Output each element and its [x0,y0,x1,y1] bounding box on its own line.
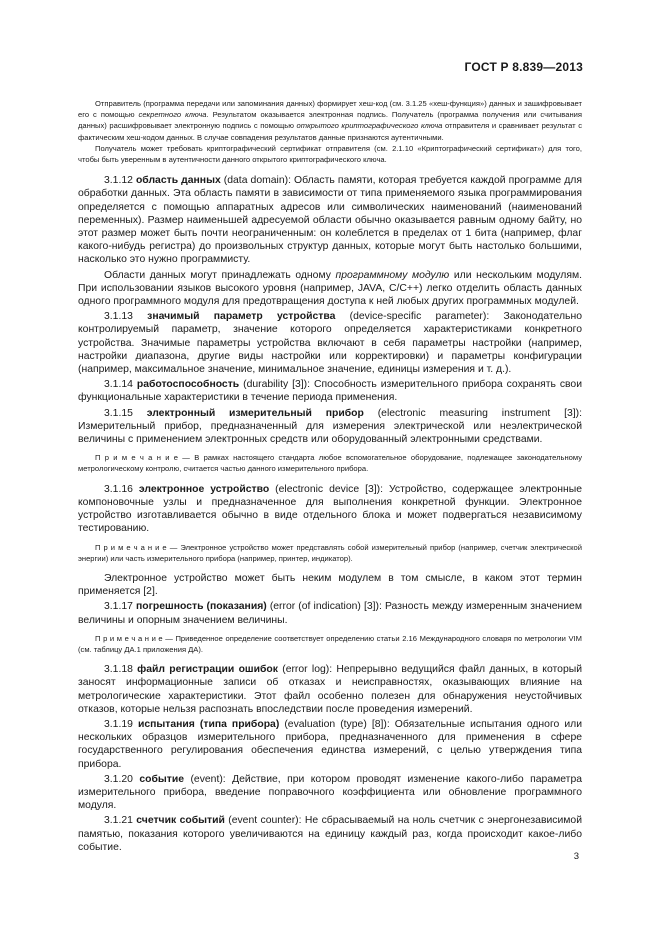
note-text: — Электронное устройство может представлять собой измерительный прибор (например, счетчик электрической энергии) или часть измерительного прибора (например, принтер, индикатор). [78,542,582,563]
entry-term: файл регистрации ошибок [137,664,278,676]
entry-term: значимый параметр устройства [147,311,336,323]
page-number: 3 [573,851,579,862]
entry-term: область данных [135,175,221,187]
entry-3-1-12 [78,174,582,266]
note-text: — В рамках настоящего стандарта любое вспомогательное оборудование, подлежащее законодательному метрологическому контролю, считается частью данного измерительного прибора. [78,453,583,474]
document-code: ГОСТ Р 8.839—2013 [464,60,583,74]
entry-definition: (device-specific parameter): Законодательно контролируемый параметр, значение которого определяется характеристиками конкретного устройства. Значимые параметры устройства включают в себя параметры настройки (например, настройки диапазона, другие виды настройки или корректировки) и параметры конфигурации (например, максимальное значение, минимальное значение, единицы измерения и т. д.). [78,311,582,376]
entry-3-1-20 [78,773,582,813]
note-label: П р и м е ч а н и е [95,633,163,643]
text-run: . Результатом оказывается электронная подпись. Получатель (программа получения или считывания данных) расшифровывает электронную подпись с помощью [78,110,582,131]
entry-term: счетчик событий [136,815,225,827]
entry-3-1-19 [78,718,582,771]
entry-3-1-14 [78,378,582,404]
entry-3-1-18 [78,663,582,716]
entry-number: 3.1.19 [104,718,138,730]
entry-definition: (error (of indication) [3]): Разность между измеренным значением величины и опорным значением величины. [78,601,582,626]
entry-definition: (event): Действие, при котором проводят изменение какого-либо параметра измерительного прибора, введение поправочного коэффициента или обновление программного модуля. [78,773,582,812]
entry-term: погрешность (показания) [135,601,267,613]
entry-definition: (evaluation (type) [8]): Обязательные испытания одного или нескольких образцов измерительного прибора, предназначенного для применения в сфере государственного регулирования обеспечения единства измерений, с целью утверждения типа прибора. [78,718,582,770]
text-run: Отправитель (программа передачи или запоминания данных) формирует хеш-код (см. 3.1.25 «хеш-функция») данных и зашифровывает его с помощью [78,99,582,120]
entry-term: работоспособность [136,379,240,391]
italic-term: открытого криптографического ключа [296,121,443,131]
entry-number: 3.1.21 [104,815,137,827]
italic-term: секретного ключа [138,110,207,120]
entry-3-1-16 [78,483,582,536]
note-3-1-15 [78,452,582,474]
entry-definition: (durability [3]): Способность измерительного прибора сохранять свои функциональные характеристики в течение периода применения. [78,379,582,404]
note-3-1-16 [78,542,582,564]
entry-number: 3.1.18 [104,664,138,676]
entry-3-1-17 [78,600,582,626]
entry-term: электронное устройство [138,483,270,495]
intro-paragraph-signature [78,98,582,143]
text-run: Области данных могут принадлежать одному [104,269,336,281]
document-body [78,98,582,856]
entry-number: 3.1.20 [104,773,140,785]
entry-number: 3.1.16 [104,483,139,495]
entry-3-1-12-para2 [78,269,582,309]
text-run: отправителя и сравнивает результат с фактическим хеш-кодом данных. В случае совпадения результатов данные признаются аутентичными. [78,121,582,142]
note-text: — Приведенное определение соответствует определению статьи 2.16 Международного словаря по метрологии VIM (см. таблицу ДА.1 приложения ДА). [78,633,582,654]
entry-definition: (electronic device [3]): Устройство, содержащее электронные компоновочные узлы и предназначенное для выполнения конкретной функции. Электронное устройство изготавливается обычно в виде отдельного блока и может подвергаться независимому тестированию. [78,483,582,535]
entry-definition: (error log): Непрерывно ведущийся файл данных, в который заносят информационные записи об отказах и неисправностях, оказывающих влияние на метрологические характеристики. Этот файл особенно полезен для обнаружения неустойчивых отказов, которые нельзя распознать впоследствии после проведения измерений. [78,664,582,715]
note-label: П р и м е ч а н и е [95,542,167,552]
entry-number: 3.1.12 [104,175,136,187]
entry-number: 3.1.13 [104,311,148,323]
entry-number: 3.1.14 [104,379,137,391]
entry-3-1-13 [78,310,582,376]
entry-3-1-21 [78,814,582,854]
entry-definition: (event counter): Не сбрасываемый на ноль счетчик с энергонезависимой памятью, показания которого увеличиваются на единицу каждый раз, когда происходит какое-либо событие. [78,815,583,853]
entry-number: 3.1.17 [104,601,136,613]
entry-term: событие [139,773,185,785]
entry-term: испытания (типа прибора) [137,718,280,730]
entry-term: электронный измерительный прибор [146,407,364,419]
note-label: П р и м е ч а н и е [95,453,178,463]
entry-definition: (electronic measuring instrument [3]): Измерительный прибор, предназначенный для измерения электрической или неэлектрической величины с применением электронных средств или оборудованный электронными средствами. [78,407,583,446]
note-3-1-17 [78,633,582,655]
italic-term: программному модулю [335,269,450,281]
entry-definition: (data domain): Область памяти, которая требуется каждой программе для обработки данных. Эта область памяти в зависимости от типа применяемого языка программирования определяется с помощью аппаратных адресов или символических наименований (наименований переменных). Размер наименьшей адресуемой области обычно оказывается равным одному байту, но этот размер может быть почти неограниченным: он колеблется в пределах от 1 бита (например, флаг какого-нибудь регистра) до произвольных структур данных, которые могут быть настолько большими, насколько это нужно программисту. [78,175,582,266]
text-run: или нескольким модулям. При использовании языков высокого уровня (например, JAVA, C/C++) легко отделить область данных одного программного модуля для предотвращения доступа к ней любых других программных модулей. [78,269,582,308]
entry-number: 3.1.15 [104,407,147,419]
entry-3-1-16-para2: Электронное устройство может быть неким модулем в том смысле, в каком этот термин применяется [2]. [78,572,582,598]
entry-3-1-15 [78,407,582,447]
intro-paragraph-certificate: Получатель может требовать криптографический сертификат отправителя (см. 2.1.10 «Криптографический сертификат») для того, чтобы быть уверенным в аутентичности данного открытого криптографического ключа. [78,143,582,165]
